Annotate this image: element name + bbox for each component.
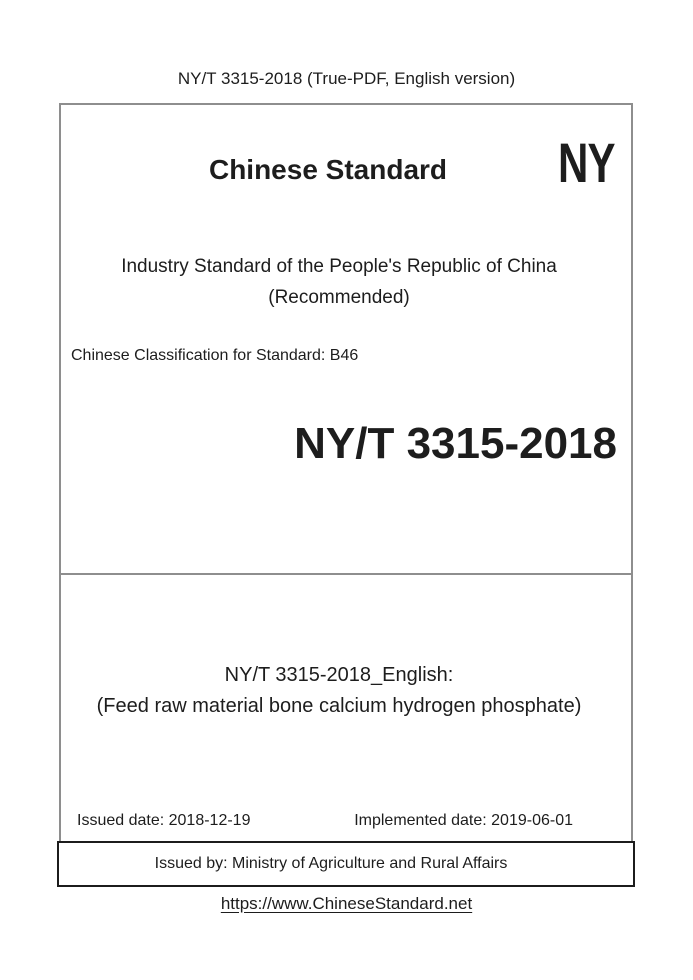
standard-number: NY/T 3315-2018 [294, 419, 617, 468]
english-title-line2: (Feed raw material bone calcium hydrogen phosphate) [96, 695, 582, 717]
dates-row [77, 811, 573, 831]
standard-type-line1: Industry Standard of the People's Republic of China [121, 256, 557, 277]
standard-type-block [61, 251, 631, 313]
section-divider [61, 573, 631, 575]
site-link[interactable]: https://www.ChineseStandard.net [220, 894, 473, 913]
ny-logo: NY [558, 131, 615, 194]
standard-type-line2: (Recommended) [268, 287, 410, 308]
english-title-line1: NY/T 3315-2018_English: [224, 664, 454, 686]
page-header-title: NY/T 3315-2018 (True-PDF, English version) [177, 69, 516, 88]
issued-by-box [57, 841, 635, 887]
english-title-block [61, 660, 631, 722]
brand-title: Chinese Standard [208, 154, 448, 185]
implemented-date: Implemented date: 2019-06-01 [354, 812, 573, 829]
issued-by-label: Issued by: Ministry of Agriculture and Rural Affairs [154, 855, 508, 872]
cover-box [59, 103, 633, 843]
issued-date: Issued date: 2018-12-19 [77, 812, 251, 829]
classification-label: Chinese Classification for Standard: B46 [71, 347, 359, 364]
footer [0, 893, 693, 915]
